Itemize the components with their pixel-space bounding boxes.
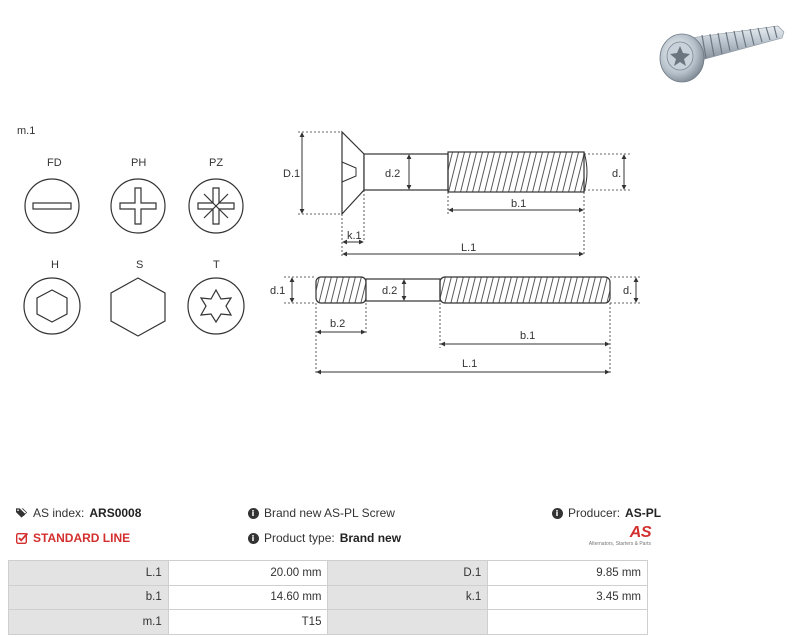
spec-value: 20.00 mm bbox=[168, 561, 328, 586]
hex-head-icon bbox=[111, 278, 165, 336]
producer-row bbox=[551, 506, 661, 520]
stud-screw-drawing bbox=[316, 277, 610, 303]
producer-logo bbox=[583, 525, 651, 553]
product-type-label: Product type: bbox=[264, 531, 335, 545]
head-label-ph: PH bbox=[131, 157, 147, 169]
spec-key bbox=[328, 610, 488, 635]
spec-key: m.1 bbox=[9, 610, 169, 635]
dim-top-k1: k.1 bbox=[347, 230, 362, 242]
dim-bottom-b1: b.1 bbox=[520, 330, 536, 342]
dim-top-d2: d.2 bbox=[385, 168, 401, 180]
phillips-head-icon bbox=[111, 179, 165, 233]
description-text: Brand new AS-PL Screw bbox=[264, 506, 395, 520]
spec-key: L.1 bbox=[9, 561, 169, 586]
spec-key: k.1 bbox=[328, 585, 488, 610]
spec-value: T15 bbox=[168, 610, 328, 635]
info-icon: i bbox=[247, 532, 259, 544]
standard-line-label: STANDARD LINE bbox=[33, 531, 131, 545]
spec-value: 9.85 mm bbox=[488, 561, 648, 586]
dim-bottom-d1: d.1 bbox=[270, 285, 286, 297]
pozidriv-head-icon bbox=[189, 179, 243, 233]
spec-table bbox=[8, 560, 648, 635]
spec-key: b.1 bbox=[9, 585, 169, 610]
dim-bottom-L1: L.1 bbox=[462, 358, 478, 370]
table-row bbox=[9, 561, 648, 586]
technical-drawing bbox=[0, 110, 800, 410]
head-label-s: S bbox=[136, 259, 144, 271]
hex-socket-head-icon bbox=[24, 278, 80, 334]
spec-value: 3.45 mm bbox=[488, 585, 648, 610]
head-label-pz: PZ bbox=[209, 157, 224, 169]
dim-bottom-b2: b.2 bbox=[330, 318, 346, 330]
dim-top-L1: L.1 bbox=[461, 242, 477, 254]
product-type-value: Brand new bbox=[339, 531, 402, 545]
torx-head-icon bbox=[188, 278, 244, 334]
producer-value: AS-PL bbox=[625, 506, 662, 520]
slotted-head-icon bbox=[25, 179, 79, 233]
mark-label: m.1 bbox=[17, 125, 36, 137]
dim-bottom-d: d. bbox=[623, 285, 633, 297]
table-row bbox=[9, 585, 648, 610]
head-label-t: T bbox=[213, 259, 220, 271]
info-icon: i bbox=[247, 507, 259, 519]
info-icon: i bbox=[551, 507, 563, 519]
description-row bbox=[247, 506, 395, 520]
as-index-label: AS index: bbox=[33, 506, 85, 520]
tags-icon bbox=[16, 507, 28, 519]
dim-top-d: d. bbox=[612, 168, 622, 180]
checkbox-checked-icon bbox=[16, 532, 28, 544]
standard-line-row bbox=[16, 531, 130, 545]
logo-mark: AS bbox=[629, 524, 651, 541]
spec-key: D.1 bbox=[328, 561, 488, 586]
logo-tagline: Alternators, Starters & Parts bbox=[588, 541, 651, 547]
spec-value bbox=[488, 610, 648, 635]
producer-label: Producer: bbox=[568, 506, 621, 520]
dim-bottom-d2: d.2 bbox=[382, 285, 398, 297]
head-label-fd: FD bbox=[47, 157, 62, 169]
product-photo bbox=[650, 8, 790, 88]
dim-top-b1: b.1 bbox=[511, 198, 527, 210]
product-type-row bbox=[247, 531, 401, 545]
as-index-row bbox=[16, 506, 141, 520]
dim-top-D1: D.1 bbox=[283, 168, 301, 180]
head-label-h: H bbox=[51, 259, 59, 271]
spec-value: 14.60 mm bbox=[168, 585, 328, 610]
as-index-value: ARS0008 bbox=[89, 506, 142, 520]
table-row bbox=[9, 610, 648, 635]
countersunk-screw-drawing bbox=[342, 132, 587, 214]
